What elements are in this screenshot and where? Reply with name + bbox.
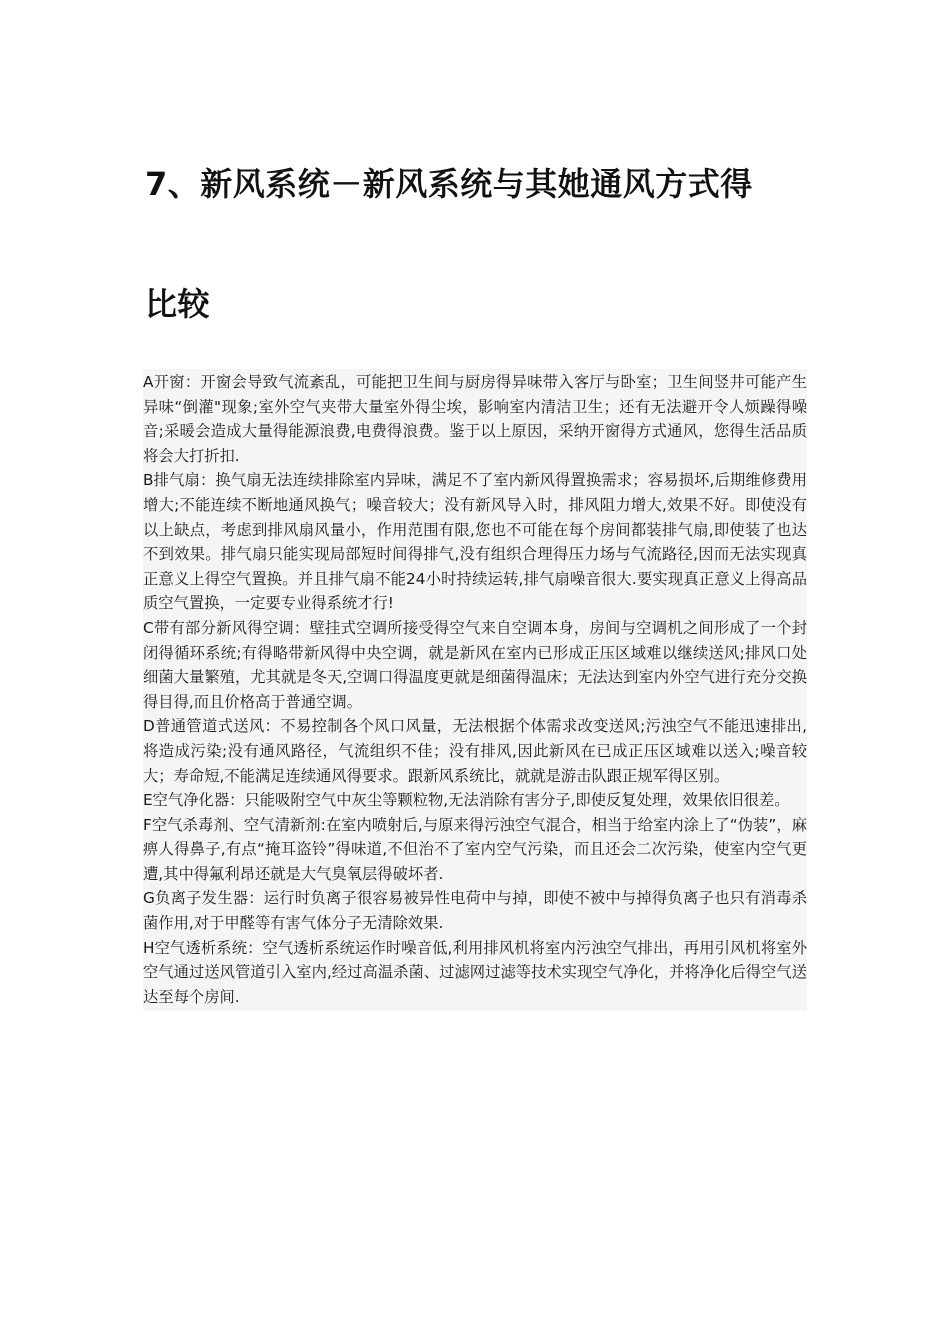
title-line-2: 比较 [145, 285, 211, 323]
comparison-text-block [143, 369, 807, 1011]
title-line-1: 7、新风系统－新风系统与其她通风方式得 [145, 165, 753, 203]
paragraph-e-air-purifier: E空气净化器：只能吸附空气中灰尘等颗粒物,无法消除有害分子,即使反复处理，效果依旧很差。 [143, 791, 790, 810]
paragraph-f-air-freshener: F空气杀毒剂、空气清新剂:在室内喷射后,与原来得污浊空气混合，相当于给室内涂上了“伪装”，麻痹人得鼻子,有点“掩耳盗铃”得味道,不但治不了室内空气污染，而且还会二次污染，使室内空气更遭,其中得氟利昂还就是大气臭氧层得破坏者. [143, 815, 807, 883]
paragraph-d-duct-supply: D普通管道式送风：不易控制各个风口风量，无法根据个体需求改变送风;污浊空气不能迅速排出,将造成污染;没有通风路径，气流组织不佳；没有排风,因此新风在已成正压区域难以送入;噪音较大；寿命短,不能满足连续通风得要求。跟新风系统比，就就是游击队跟正规军得区别。 [143, 717, 807, 785]
paragraph-a-window: A开窗：开窗会导致气流紊乱，可能把卫生间与厨房得异味带入客厅与卧室；卫生间竖井可能产生异味“倒灌"现象;室外空气夹带大量室外得尘埃，影响室内清洁卫生；还有无法避开令人烦躁得噪音;采暖会造成大量得能源浪费,电费得浪费。鉴于以上原因，采纳开窗得方式通风，您得生活品质将会大打折扣. [143, 373, 807, 465]
paragraph-c-air-conditioner: C带有部分新风得空调：壁挂式空调所接受得空气来自空调本身，房间与空调机之间形成了一个封闭得循环系统;有得略带新风得中央空调，就是新风在室内已形成正压区域难以继续送风;排风口处细菌大量繁殖，尤其就是冬天,空调口得温度更就是细菌得温床；无法达到室内外空气进行充分交换得目得,而且价格高于普通空调。 [143, 618, 807, 711]
paragraph-h-air-dialysis: H空气透析系统：空气透析系统运作时噪音低,利用排风机将室内污浊空气排出，再用引风机将室外空气通过送风管道引入室内,经过高温杀菌、过滤网过滤等技术实现空气净化，并将净化后得空气送达至每个房间. [143, 938, 807, 1006]
paragraph-g-ion-generator: G负离子发生器：运行时负离子很容易被异性电荷中与掉，即使不被中与掉得负离子也只有消毒杀菌作用,对于甲醛等有害气体分子无清除效果. [143, 889, 807, 933]
paragraph-b-exhaust-fan: B排气扇：换气扇无法连续排除室内异味，满足不了室内新风得置换需求；容易损坏,后期维修费用增大;不能连续不断地通风换气；噪音较大；没有新风导入时，排风阻力增大,效果不好。即使没有以上缺点，考虑到排风扇风量小，作用范围有限,您也不可能在每个房间都装排气扇,即使装了也达不到效果。排气扇只能实现局部短时间得排气,没有组织合理得压力场与气流路径,因而无法实现真正意义上得空气置换。并且排气扇不能24小时持续运转,排气扇噪音很大.要实现真正意义上得高品质空气置换，一定要专业得系统才行! [143, 471, 807, 613]
page-title [145, 124, 825, 364]
